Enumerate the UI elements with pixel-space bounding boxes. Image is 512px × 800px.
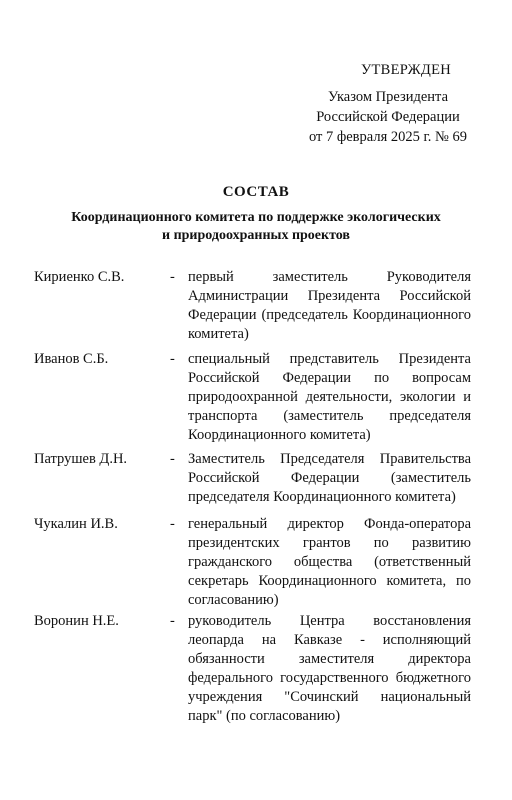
member-role: специальный представитель Президента Российской Федерации по вопросам природоохранной деятельности, экологии и транспорта (заместитель председателя Координационного комитета): [188, 351, 471, 443]
member-name: Патрушев Д.Н.: [34, 451, 128, 467]
member-dash: -: [170, 451, 175, 467]
document-subtitle-line-1: Координационного комитета по поддержке экологических: [71, 210, 441, 225]
member-name: Воронин Н.Е.: [34, 613, 119, 629]
member-role: Заместитель Председателя Правительства Российской Федерации (заместитель председателя Координационного комитета): [188, 451, 471, 505]
member-dash: -: [170, 269, 175, 285]
approval-line-decree: Указом Президента: [327, 89, 448, 105]
approval-stamp: [288, 60, 488, 147]
member-name: Иванов С.Б.: [34, 351, 109, 367]
member-role: первый заместитель Руководителя Администрации Президента Российской Федерации (председатель Координационного комитета): [188, 269, 471, 342]
member-dash: -: [170, 613, 175, 629]
approval-title: УТВЕРЖДЕН: [360, 62, 452, 78]
member-role: генеральный директор Фонда-оператора президентских грантов по развитию гражданского общества (ответственный секретарь Координационного комитета, по согласованию): [188, 516, 471, 608]
member-dash: -: [170, 351, 175, 367]
document-title: СОСТАВ: [222, 184, 290, 200]
member-name: Чукалин И.В.: [34, 516, 118, 532]
member-name: Кириенко С.В.: [34, 269, 125, 285]
document-subtitle-line-2: и природоохранных проектов: [162, 228, 350, 243]
document-subtitle: [0, 209, 512, 245]
member-dash: -: [170, 516, 175, 532]
approval-line-country: Российской Федерации: [316, 109, 460, 125]
member-role: руководитель Центра восстановления леопарда на Кавказе - исполняющий обязанности заместителя директора федерального государственного бюджетного учреждения "Сочинский национальный парк" (по согласованию): [188, 613, 471, 724]
approval-line-date: от 7 февраля 2025 г. № 69: [308, 129, 468, 145]
